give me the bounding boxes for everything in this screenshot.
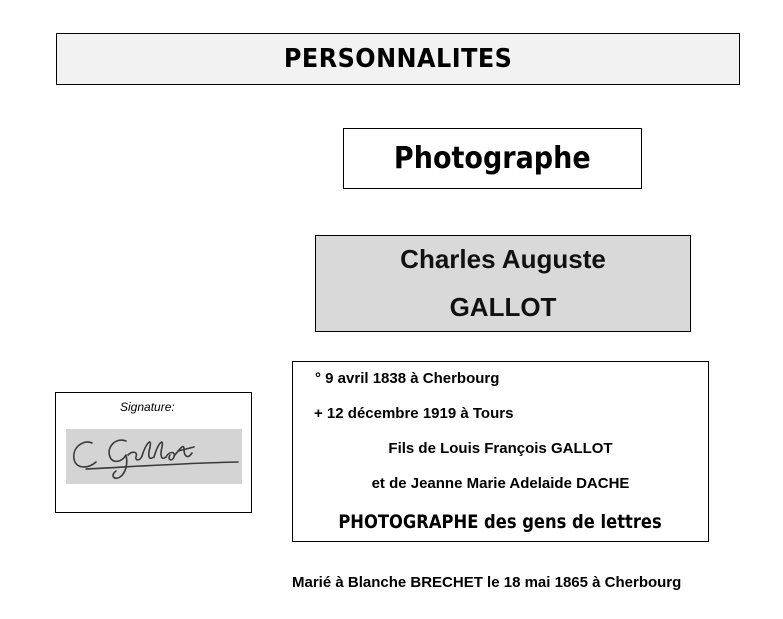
marriage-line: Marié à Blanche BRECHET le 18 mai 1865 à Cherbourg (292, 574, 682, 591)
death-line: + 12 décembre 1919 à Tours (314, 405, 514, 422)
person-last-name: GALLOT (449, 292, 557, 322)
profession-title: Photographe (394, 141, 591, 176)
occupation-text: PHOTOGRAPHE des gens de lettres (338, 511, 663, 533)
header-box (56, 33, 740, 85)
handwritten-signature-icon (66, 429, 242, 484)
page-title: PERSONNALITES (283, 44, 513, 74)
occupation-line (293, 511, 708, 533)
signature-box (55, 392, 252, 513)
signature-label: Signature: (120, 400, 175, 414)
biography-box (292, 361, 709, 542)
profession-box (343, 128, 642, 189)
signature-image (66, 429, 242, 484)
birth-line: ° 9 avril 1838 à Cherbourg (315, 370, 500, 387)
father-line: Fils de Louis François GALLOT (388, 440, 613, 457)
mother-line: et de Jeanne Marie Adelaide DACHE (371, 475, 630, 492)
person-first-names: Charles Auguste (400, 244, 606, 274)
name-box (315, 235, 691, 332)
